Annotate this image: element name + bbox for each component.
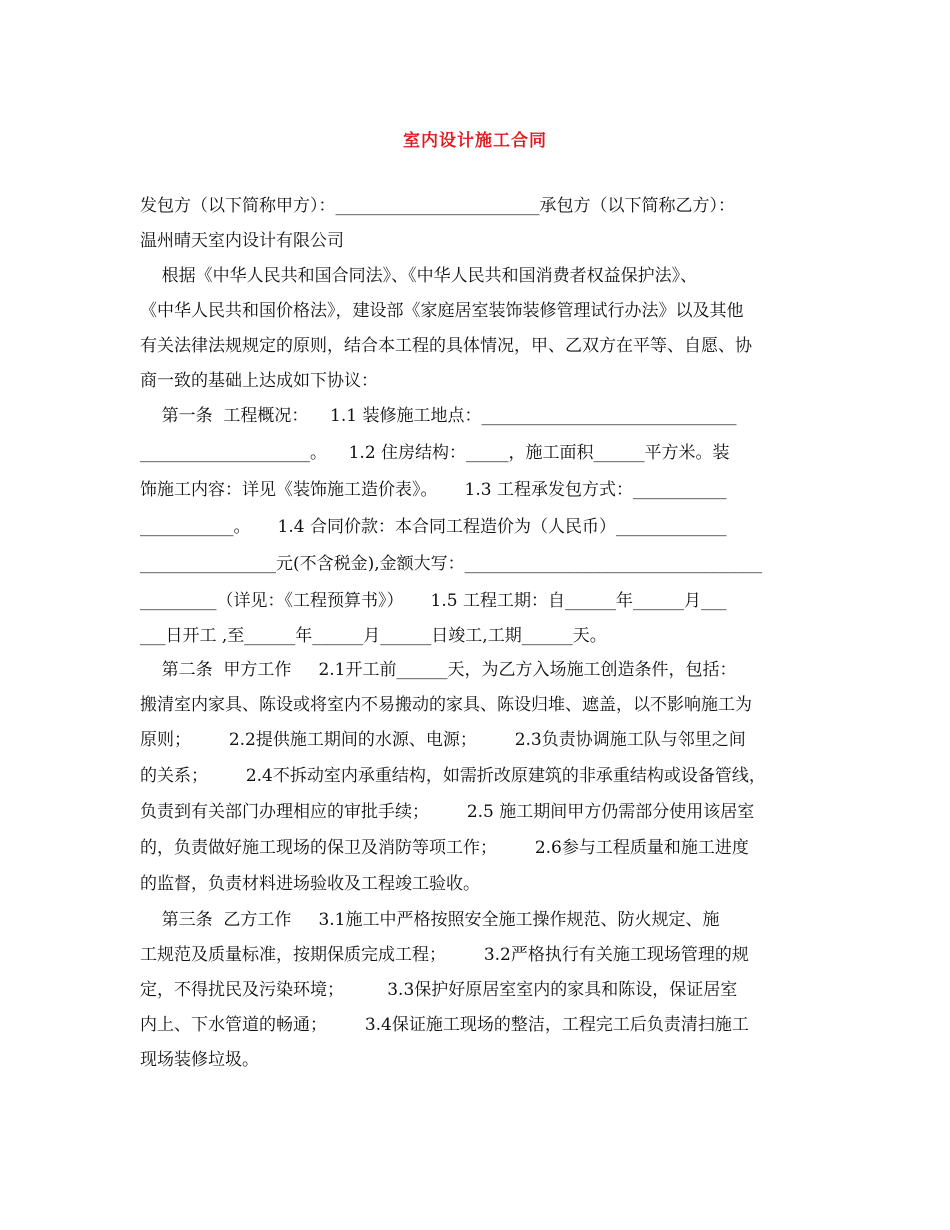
text-line: 定，不得扰民及污染环境； 3.3保护好原居室室内的家具和陈设，保证居室 bbox=[140, 980, 738, 1000]
text-line: 搬清室内家具、陈设或将室内不易搬动的家具、陈设归堆、遮盖，以不影响施工为 bbox=[140, 695, 752, 715]
text-line: ________________元(不含税金),金额大写：___________________________________ bbox=[140, 554, 763, 574]
document-title: 室内设计施工合同 bbox=[403, 131, 547, 151]
text-line: 第二条 甲方工作 2.1开工前______天，为乙方入场施工创造条件，包括： bbox=[140, 660, 737, 680]
text-line: ___日开工 ,至______年______月______日竣工,工期______天。 bbox=[140, 626, 607, 646]
text-line: 内上、下水管道的畅通； 3.4保证施工现场的整洁，工程完工后负责清扫施工 bbox=[140, 1015, 749, 1035]
text-line: 饰施工内容：详见《装饰施工造价表》。 1.3 工程承发包方式：___________ bbox=[140, 480, 727, 500]
text-line: 第三条 乙方工作 3.1施工中严格按照安全施工操作规范、防火规定、施 bbox=[140, 910, 720, 930]
text-line: 的，负责做好施工现场的保卫及消防等项工作； 2.6参与工程质量和施工进度 bbox=[140, 838, 749, 858]
text-line: 的关系； 2.4不拆动室内承重结构，如需折改原建筑的非承重结构或设备管线， bbox=[140, 766, 766, 786]
text-line: 工规范及质量标准，按期保质完成工程； 3.2严格执行有关施工现场管理的规 bbox=[140, 945, 749, 965]
text-line: 原则； 2.2提供施工期间的水源、电源； 2.3负责协调施工队与邻里之间 bbox=[140, 730, 746, 750]
text-line: 《中华人民共和国价格法》，建设部《家庭居室装饰装修管理试行办法》以及其他 bbox=[140, 301, 744, 321]
text-line: ___________。 1.4 合同价款：本合同工程造价为（人民币）_____________ bbox=[140, 517, 727, 537]
text-line: 发包方（以下简称甲方）：________________________承包方（以下简称乙方）： bbox=[140, 196, 735, 216]
text-line: 负责到有关部门办理相应的审批手续； 2.5 施工期间甲方仍需部分使用该居室 bbox=[140, 802, 755, 822]
text-line: ____________________。 1.2 住房结构：_____，施工面积______平方米。装 bbox=[140, 443, 730, 463]
text-line: 温州晴天室内设计有限公司 bbox=[140, 231, 344, 251]
text-line: 第一条 工程概况： 1.1 装修施工地点：______________________________ bbox=[140, 406, 737, 426]
text-line: 商一致的基础上达成如下协议： bbox=[140, 371, 378, 391]
text-line: 根据《中华人民共和国合同法》、《中华人民共和国消费者权益保护法》、 bbox=[140, 266, 698, 286]
text-line: _________（详见：《工程预算书》） 1.5 工程工期：自______年______月___ bbox=[140, 591, 727, 611]
text-line: 的监督，负责材料进场验收及工程竣工验收。 bbox=[140, 874, 480, 894]
text-line: 现场装修垃圾。 bbox=[140, 1050, 259, 1070]
text-line: 有关法律法规规定的原则，结合本工程的具体情况，甲、乙双方在平等、自愿、协 bbox=[140, 336, 752, 356]
